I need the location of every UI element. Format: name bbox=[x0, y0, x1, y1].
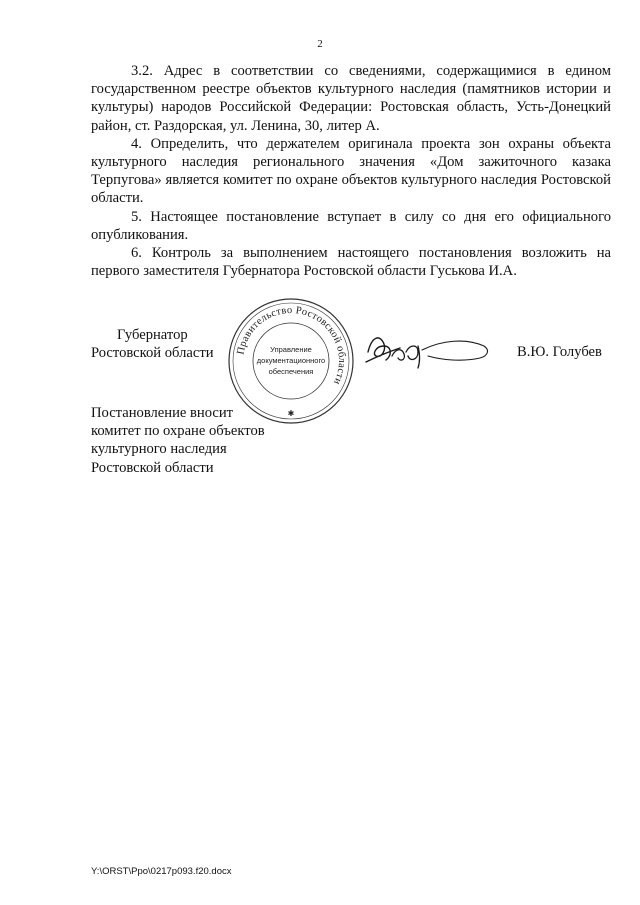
paragraph-4: 4. Определить, что держателем оригинала проекта зон охраны объекта культурного наследия регионального значения «Дом зажиточного казака Терпугова» является комитет по охране объектов культурного наследия Ростовской области. bbox=[91, 135, 611, 207]
page-number: 2 bbox=[317, 38, 323, 50]
submitted-by-note bbox=[91, 404, 265, 477]
paragraph-5: 5. Настоящее постановление вступает в силу со дня его официального опубликования. bbox=[91, 208, 611, 243]
file-path-footer: Y:\ORST\Ppo\0217p093.f20.docx bbox=[91, 866, 232, 877]
seal-inner-line1: Управление bbox=[270, 345, 312, 354]
submitted-by-line3: культурного наследия bbox=[91, 441, 227, 458]
seal-star-icon: ✱ bbox=[287, 409, 295, 418]
signatory-title bbox=[91, 326, 214, 362]
signatory-name: В.Ю. Голубев bbox=[517, 344, 602, 360]
submitted-by-line4: Ростовской области bbox=[91, 459, 214, 476]
handwritten-signature bbox=[362, 326, 492, 370]
signatory-title-line1: Губернатор bbox=[117, 327, 188, 343]
paragraph-3-2: 3.2. Адрес в соответствии со сведениями, содержащимися в едином государственном реестре объектов культурного наследия (памятников истории и культуры) народов Российской Федерации: Ростовская область, Усть-Донецкий район, ст. Раздорская, ул. Ленина, 30, литер А. bbox=[91, 63, 611, 134]
document-body bbox=[91, 62, 611, 280]
seal-inner-line3: обеспечения bbox=[268, 367, 314, 376]
seal-inner-line2: документационного bbox=[256, 356, 326, 365]
paragraph-6: 6. Контроль за выполнением настоящего постановления возложить на первого заместителя Губернатора Ростовской области Гуськова И.А. bbox=[91, 245, 611, 280]
seal-outer-text: Правительство Ростовской области bbox=[235, 304, 348, 387]
submitted-by-line1: Постановление вносит bbox=[91, 405, 234, 421]
signatory-title-line2: Ростовской области bbox=[91, 345, 214, 362]
submitted-by-line2: комитет по охране объектов bbox=[91, 423, 265, 440]
